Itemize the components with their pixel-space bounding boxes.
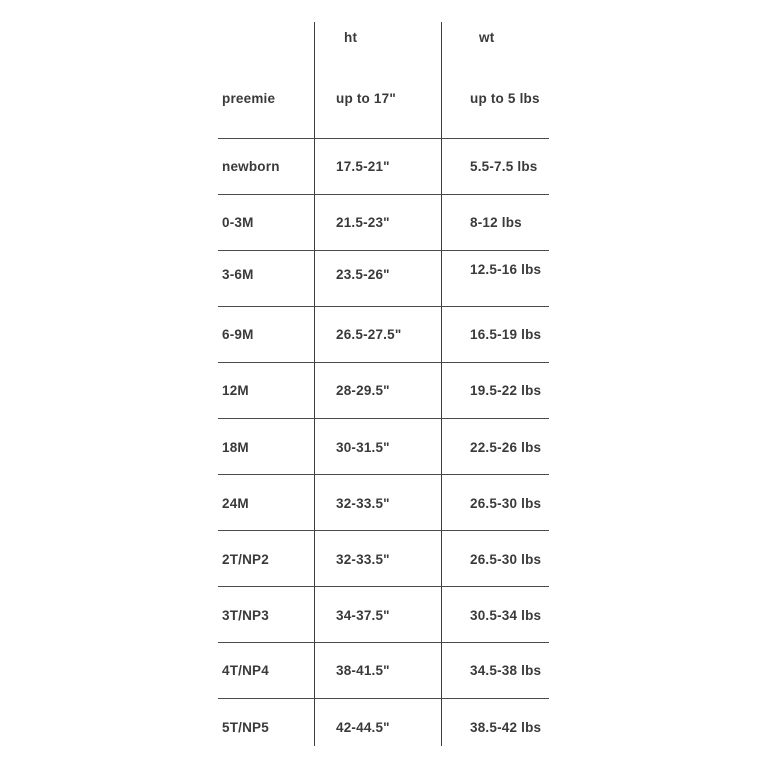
height-cell: 28-29.5": [336, 383, 390, 398]
size-cell: 18M: [222, 440, 249, 455]
header-ht: ht: [344, 30, 358, 45]
size-cell: newborn: [222, 159, 280, 174]
row-divider: [218, 418, 549, 419]
weight-cell: 5.5-7.5 lbs: [470, 159, 538, 174]
size-cell: 5T/NP5: [222, 720, 269, 735]
weight-cell: 22.5-26 lbs: [470, 440, 542, 455]
weight-cell: 34.5-38 lbs: [470, 663, 542, 678]
height-cell: 30-31.5": [336, 440, 390, 455]
height-cell: 34-37.5": [336, 608, 390, 623]
weight-cell: 12.5-16 lbs: [470, 262, 542, 277]
weight-cell: 16.5-19 lbs: [470, 327, 542, 342]
row-divider: [218, 698, 549, 699]
height-cell: 23.5-26": [336, 267, 390, 282]
weight-cell: 26.5-30 lbs: [470, 552, 542, 567]
row-divider: [218, 306, 549, 307]
weight-cell: 26.5-30 lbs: [470, 496, 542, 511]
row-divider: [218, 642, 549, 643]
weight-cell: 19.5-22 lbs: [470, 383, 542, 398]
size-cell: 24M: [222, 496, 249, 511]
row-divider: [218, 530, 549, 531]
size-cell: 12M: [222, 383, 249, 398]
height-cell: 21.5-23": [336, 215, 390, 230]
row-divider: [218, 138, 549, 139]
size-cell: 6-9M: [222, 327, 254, 342]
height-cell: 26.5-27.5": [336, 327, 402, 342]
height-cell: 32-33.5": [336, 496, 390, 511]
row-divider: [218, 362, 549, 363]
row-divider: [218, 474, 549, 475]
size-cell: 3T/NP3: [222, 608, 269, 623]
height-cell: 38-41.5": [336, 663, 390, 678]
height-cell: 32-33.5": [336, 552, 390, 567]
row-divider: [218, 194, 549, 195]
size-cell: 2T/NP2: [222, 552, 269, 567]
row-divider: [218, 250, 549, 251]
size-cell: 0-3M: [222, 215, 254, 230]
weight-cell: 8-12 lbs: [470, 215, 522, 230]
weight-cell: 30.5-34 lbs: [470, 608, 542, 623]
height-cell: 42-44.5": [336, 720, 390, 735]
height-cell: up to 17": [336, 91, 396, 106]
weight-cell: up to 5 lbs: [470, 91, 540, 106]
height-cell: 17.5-21": [336, 159, 390, 174]
size-cell: 4T/NP4: [222, 663, 269, 678]
header-wt: wt: [479, 30, 495, 45]
column-divider-wt: [441, 22, 442, 746]
size-cell: preemie: [222, 91, 276, 106]
row-divider: [218, 586, 549, 587]
size-cell: 3-6M: [222, 267, 254, 282]
column-divider-ht: [314, 22, 315, 746]
weight-cell: 38.5-42 lbs: [470, 720, 542, 735]
